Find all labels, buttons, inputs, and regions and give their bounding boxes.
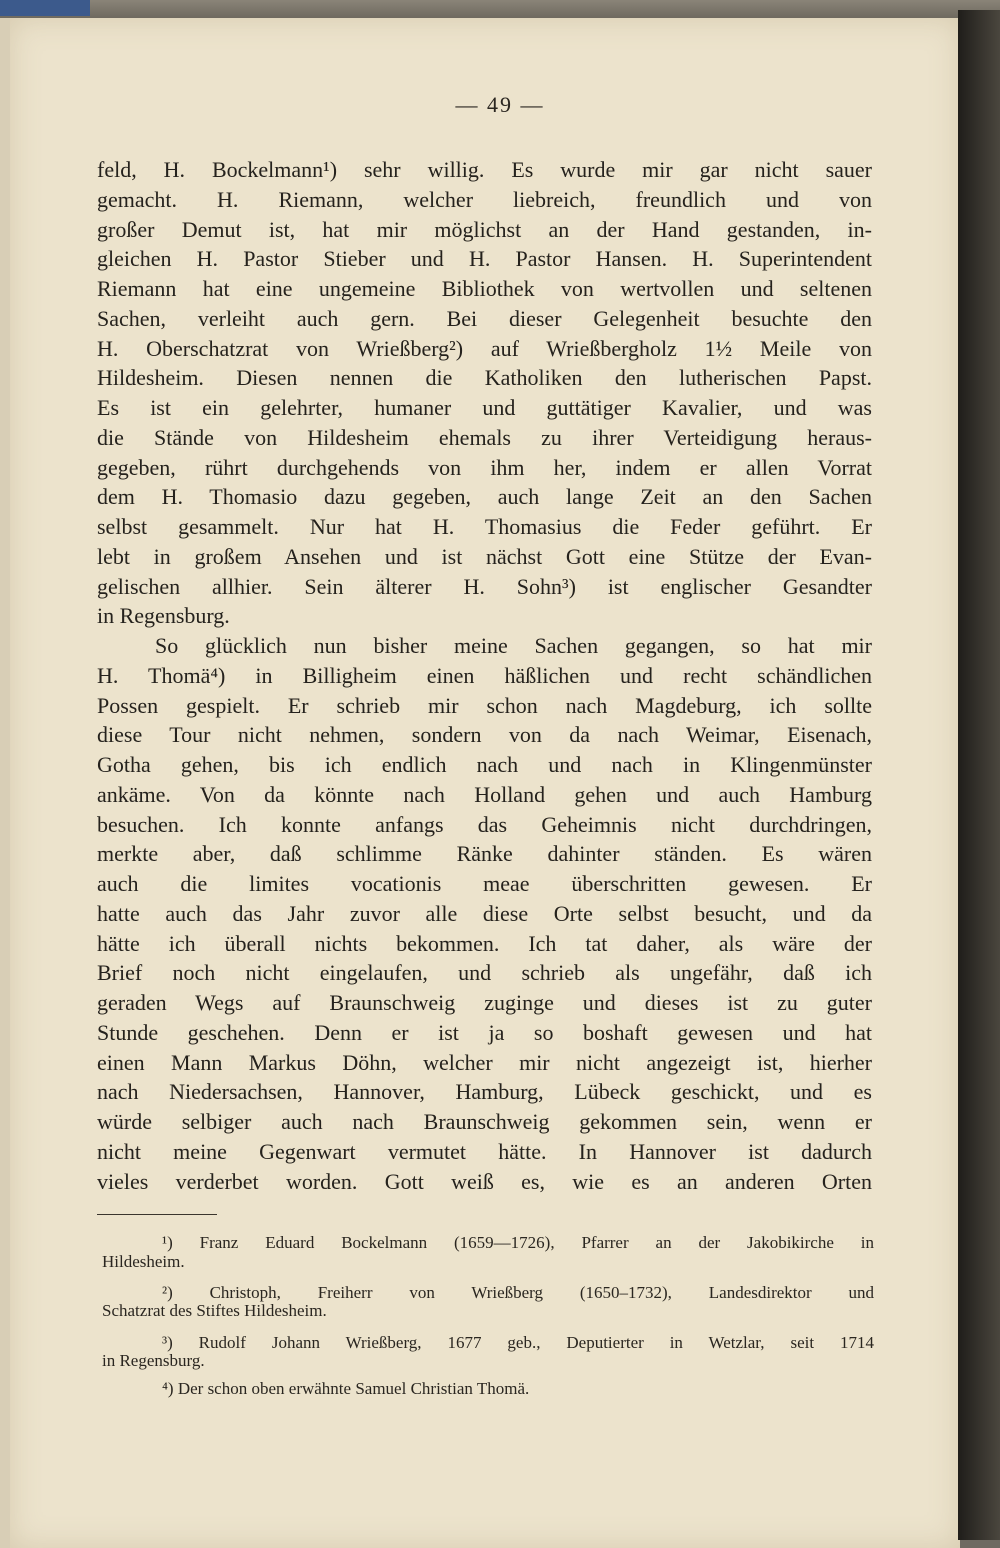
text-line: gegeben, rührt durchgehends von ihm her, indem er allen Vorrat	[97, 454, 872, 480]
footnote-separator	[97, 1214, 217, 1215]
footnote-line: in Regensburg.	[102, 1351, 205, 1370]
footnote-line: ¹) Franz Eduard Bockelmann (1659—1726), Pfarrer an der Jakobikirche in	[162, 1233, 874, 1252]
text-line: auch die limites vocationis meae überschritten gewesen. Er	[97, 871, 872, 896]
text-line: merkte aber, daß schlimme Ränke dahinter ständen. Es wären	[97, 841, 872, 867]
text-line: hatte auch das Jahr zuvor alle diese Orte selbst besucht, und da	[97, 900, 872, 926]
text-line: gelischen allhier. Sein älterer H. Sohn³) ist englischer Gesandter	[97, 573, 872, 599]
text-line: H. Oberschatzrat von Wrießberg²) auf Wrießbergholz 1½ Meile von	[97, 335, 872, 361]
page-number: — 49 —	[455, 92, 545, 117]
text-line: hätte ich überall nichts bekommen. Ich tat daher, als wäre der	[97, 930, 872, 956]
text-line: geraden Wegs auf Braunschweig zuginge und dieses ist zu guter	[97, 990, 872, 1015]
text-line: lebt in großem Ansehen und ist nächst Gott eine Stütze der Evan-	[97, 543, 872, 569]
footnote-line: Schatzrat des Stiftes Hildesheim.	[102, 1301, 327, 1320]
text-line: So glücklich nun bisher meine Sachen gegangen, so hat mir	[155, 633, 872, 658]
text-line: nach Niedersachsen, Hannover, Hamburg, Lübeck geschickt, und es	[97, 1079, 872, 1105]
text-line: vieles verderbet worden. Gott weiß es, wie es an anderen Orten	[97, 1168, 872, 1194]
text-line: Es ist ein gelehrter, humaner und guttätiger Kavalier, und was	[97, 395, 872, 420]
text-line: die Stände von Hildesheim ehemals zu ihrer Verteidigung heraus-	[97, 424, 872, 450]
text-line: großer Demut ist, hat mir möglichst an der Hand gestanden, in-	[97, 216, 872, 242]
text-line: Possen gespielt. Er schrieb mir schon nach Magdeburg, ich sollte	[97, 692, 872, 718]
text-line: Brief noch nicht eingelaufen, und schrieb als ungefähr, daß ich	[97, 960, 872, 986]
book-spine	[958, 10, 1000, 1540]
text-line: nicht meine Gegenwart vermutet hätte. In Hannover ist dadurch	[97, 1138, 872, 1164]
text-line: Riemann hat eine ungemeine Bibliothek von wertvollen und seltenen	[97, 276, 872, 301]
text-line: feld, H. Bockelmann¹) sehr willig. Es wurde mir gar nicht sauer	[97, 157, 872, 182]
book-cover-cloth	[0, 0, 90, 16]
text-line: gemacht. H. Riemann, welcher liebreich, freundlich und von	[97, 186, 872, 212]
footnote-line: ²) Christoph, Freiherr von Wrießberg (1650–1732), Landesdirektor und	[162, 1283, 874, 1302]
text-line: ankäme. Von da könnte nach Holland gehen und auch Hamburg	[97, 781, 872, 807]
text-line: selbst gesammelt. Nur hat H. Thomasius die Feder geführt. Er	[97, 514, 872, 539]
footnote-line: Hildesheim.	[102, 1252, 185, 1271]
text-line: einen Mann Markus Döhn, welcher mir nicht angezeigt ist, hierher	[97, 1049, 872, 1075]
text-line: gleichen H. Pastor Stieber und H. Pastor Hansen. H. Superintendent	[97, 246, 872, 272]
footnote-line: ⁴) Der schon oben erwähnte Samuel Christian Thomä.	[162, 1379, 530, 1398]
footnote-line: ³) Rudolf Johann Wrießberg, 1677 geb., Deputierter in Wetzlar, seit 1714	[162, 1333, 874, 1352]
text-line: H. Thomä⁴) in Billigheim einen häßlichen und recht schändlichen	[97, 662, 872, 688]
text-line: diese Tour nicht nehmen, sondern von da nach Weimar, Eisenach,	[97, 722, 872, 748]
text-line: dem H. Thomasio dazu gegeben, auch lange Zeit an den Sachen	[97, 484, 872, 510]
text-line: Hildesheim. Diesen nennen die Katholiken den lutherischen Papst.	[97, 365, 872, 391]
text-line: Sachen, verleiht auch gern. Bei dieser Gelegenheit besuchte den	[97, 305, 872, 331]
text-line: besuchen. Ich konnte anfangs das Geheimnis nicht durchdringen,	[97, 811, 872, 837]
text-line: in Regensburg.	[97, 603, 230, 629]
text-line: Gotha gehen, bis ich endlich nach und nach in Klingenmünster	[97, 752, 872, 777]
book-cover-top	[0, 0, 1000, 20]
text-line: Stunde geschehen. Denn er ist ja so boshaft gewesen und hat	[97, 1019, 872, 1045]
text-line: würde selbiger auch nach Braunschweig gekommen sein, wenn er	[97, 1109, 872, 1134]
